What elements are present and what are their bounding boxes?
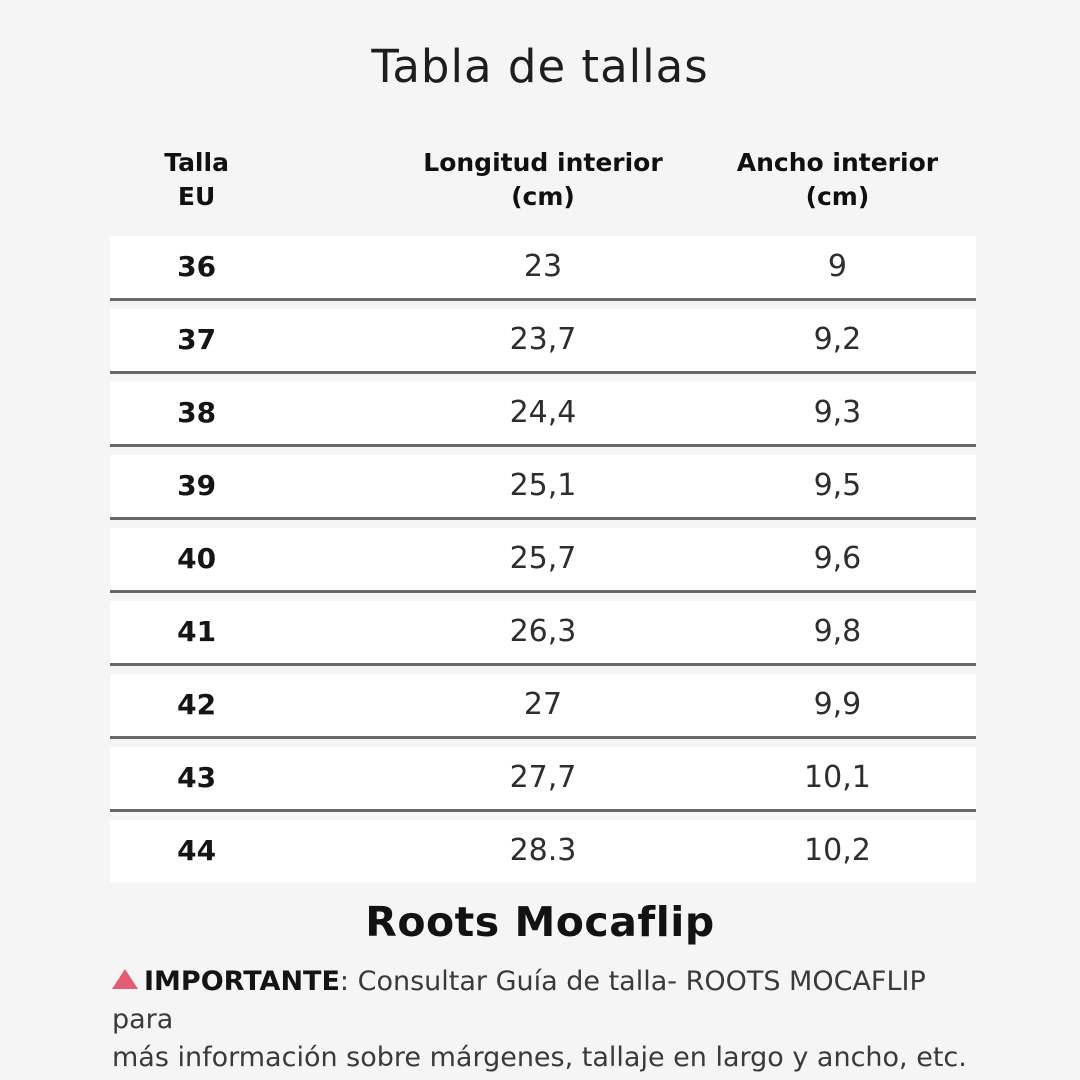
column-header-label: Ancho interior	[736, 148, 939, 177]
table-row	[110, 455, 976, 520]
table-row	[110, 601, 976, 666]
column-header-talla-eu	[110, 146, 283, 214]
product-name: Roots Mocaflip	[365, 898, 715, 946]
note-text-line1: : Consultar Guía de talla- ROOTS MOCAFLIP para	[112, 966, 926, 1035]
column-header-longitud	[370, 146, 716, 214]
table-row	[110, 528, 976, 593]
column-header-sub: (cm)	[511, 182, 575, 211]
length-cell: 27	[523, 687, 563, 722]
size-cell: 43	[177, 761, 217, 794]
warning-triangle-icon	[112, 969, 138, 989]
width-cell: 9,9	[813, 687, 862, 722]
size-cell: 40	[177, 542, 217, 575]
width-cell: 9,6	[813, 541, 862, 576]
width-cell: 9,3	[813, 395, 862, 430]
size-cell: 42	[177, 688, 217, 721]
size-cell: 39	[177, 469, 217, 502]
table-row	[110, 236, 976, 301]
page-title: Tabla de tallas	[371, 40, 709, 93]
size-cell: 44	[177, 834, 217, 867]
table-row	[110, 820, 976, 882]
size-cell: 36	[177, 250, 217, 283]
column-header-sub: (cm)	[805, 182, 870, 211]
length-cell: 23,7	[509, 322, 577, 357]
size-cell: 41	[177, 615, 217, 648]
column-header-label: Longitud interior	[423, 148, 663, 177]
width-cell: 9,8	[813, 614, 862, 649]
width-cell: 9,5	[813, 468, 862, 503]
table-row	[110, 309, 976, 374]
width-cell: 9	[827, 249, 847, 284]
table-row	[110, 674, 976, 739]
length-cell: 26,3	[509, 614, 577, 649]
width-cell: 9,2	[813, 322, 862, 357]
size-chart-table	[110, 146, 976, 882]
table-row	[110, 747, 976, 812]
length-cell: 23	[523, 249, 563, 284]
table-row	[110, 382, 976, 447]
length-cell: 28.3	[509, 833, 577, 868]
length-cell: 24,4	[509, 395, 577, 430]
column-header-ancho	[708, 146, 968, 214]
table-header-row	[110, 146, 976, 228]
column-header-label: Talla	[164, 148, 229, 177]
length-cell: 25,7	[509, 541, 577, 576]
length-cell: 25,1	[509, 468, 577, 503]
size-cell: 37	[177, 323, 217, 356]
note-line-2: más información sobre márgenes, tallaje en largo y ancho, etc.	[112, 1042, 967, 1073]
width-cell: 10,1	[804, 760, 871, 795]
size-cell: 38	[177, 396, 217, 429]
column-header-sub: EU	[177, 182, 216, 211]
table-body	[110, 236, 976, 882]
important-note	[112, 963, 988, 1077]
length-cell: 27,7	[509, 760, 577, 795]
note-label: IMPORTANTE	[144, 966, 340, 997]
note-line-1	[112, 963, 988, 1039]
width-cell: 10,2	[804, 833, 871, 868]
